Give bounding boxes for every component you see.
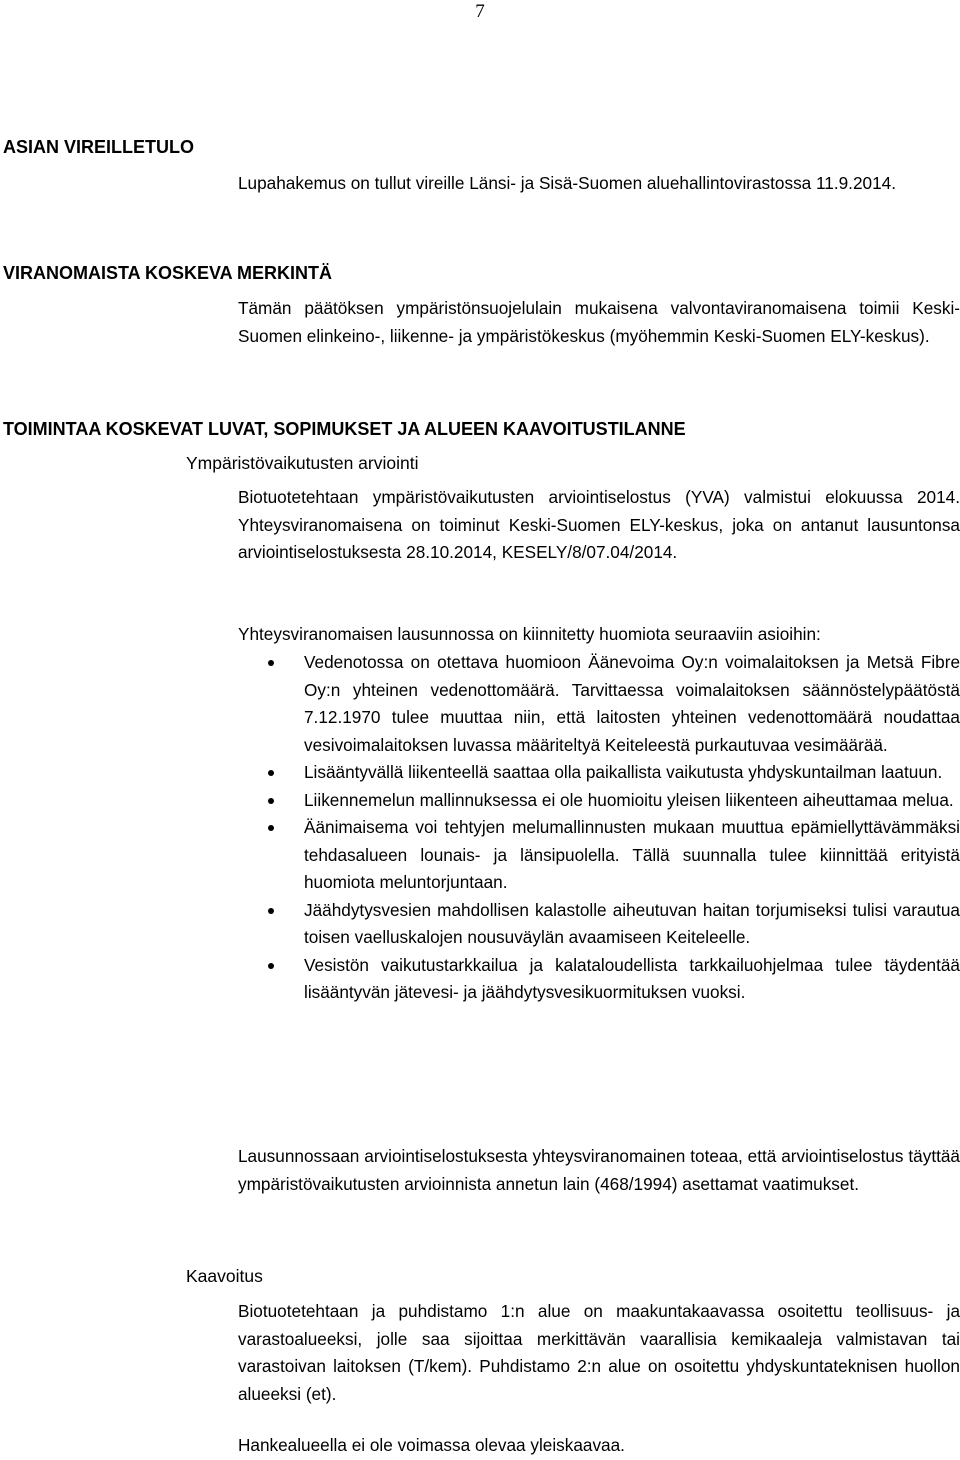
list-item-text: Liikennemelun mallinnuksessa ei ole huomioitu yleisen liikenteen aiheuttamaa melua. — [304, 789, 954, 810]
page-number: 7 — [475, 1, 485, 22]
kaavoitus-yleiskaava: Hankealueella ei ole voimassa olevaa yleiskaavaa. — [238, 1435, 625, 1455]
bullet-icon — [268, 660, 274, 666]
bullet-icon — [268, 770, 274, 776]
list-item-text: Jäähdytysvesien mahdollisen kalastolle aiheutuvan haitan torjumiseksi tulisi varautua toisen vaelluskalojen nousuväylän avaamiseen Keiteleelle. — [304, 899, 960, 947]
list-item — [238, 787, 960, 815]
bullet-icon — [268, 908, 274, 914]
heading-viranomainen: VIRANOMAISTA KOSKEVA MERKINTÄ — [3, 263, 333, 283]
bullet-icon — [268, 798, 274, 804]
vireilletulo-paragraph: Lupahakemus on tullut vireille Länsi- ja Sisä-Suomen aluehallintovirastossa 11.9.2014. — [238, 173, 896, 193]
list-item-text: Vedenotossa on otettava huomioon Äänevoima Oy:n voimalaitoksen ja Metsä Fibre Oy:n yhteinen vedenottomäärä. Tarvittaessa voimalaitoksen säännöstelypäätöstä 7.12.1970 tulee muuttaa niin, että laitosten yhteinen vedenottomäärä noudattaa vesivoimalaitoksen luvassa määriteltyä Keiteleestä purkautuvaa vesimäärää. — [304, 652, 960, 755]
bullet-icon — [268, 963, 274, 969]
bullet-icon — [268, 825, 274, 831]
list-item — [238, 759, 960, 787]
list-item-text: Äänimaisema voi tehtyjen melumallinnusten mukaan muuttua epämiellyttävämmäksi tehdasalueen lounais- ja länsipuolella. Tällä suunnalla tulee kiinnittää erityistä huomiota meluntorjuntaan. — [304, 817, 960, 892]
subheading-ymparistovaikutusten-arviointi: Ympäristövaikutusten arviointi — [186, 453, 419, 473]
kaavoitus-paragraph: Biotuotetehtaan ja puhdistamo 1:n alue on maakuntakaavassa osoitettu teollisuus- ja varastoalueeksi, jolle saa sijoittaa merkittävän vaarallisia kemikaaleja valmistavan tai varastoivan laitoksen (T/kem). Puhdistamo 2:n alue on osoitettu yhdyskuntateknisen huollon alueeksi (et). — [238, 1301, 960, 1404]
list-item — [238, 814, 960, 897]
yva-conclusion: Lausunnossaan arviointiselostuksesta yhteysviranomainen toteaa, että arviointiselostus täyttää ympäristövaikutusten arvioinnista annetun lain (468/1994) asettamat vaatimukset. — [238, 1146, 960, 1194]
list-item-text: Vesistön vaikutustarkkailua ja kalataloudellista tarkkailuohjelmaa tulee täydentää lisääntyvän jätevesi- ja jäähdytysvesikuormituksen vuoksi. — [304, 954, 960, 1002]
subheading-kaavoitus: Kaavoitus — [186, 1266, 263, 1286]
heading-luvat-ja-kaavoitus: TOIMINTAA KOSKEVAT LUVAT, SOPIMUKSET JA ALUEEN KAAVOITUSTILANNE — [3, 419, 686, 439]
list-item — [238, 649, 960, 759]
list-item — [238, 952, 960, 1007]
list-item — [238, 897, 960, 952]
heading-asian-vireilletulo: ASIAN VIREILLETULO — [3, 137, 195, 157]
yva-paragraph: Biotuotetehtaan ympäristövaikutusten arviointiselostus (YVA) valmistui elokuussa 2014. Yhteysviranomaisena on toiminut Keski-Suomen ELY-keskus, joka on antanut lausuntonsa arviointiselostuksesta 28.10.2014, KESELY/8/07.04/2014. — [238, 487, 960, 562]
viranomainen-paragraph: Tämän päätöksen ympäristönsuojelulain mukaisena valvontaviranomaisena toimii Keski-Suomen elinkeino-, liikenne- ja ympäristökeskus (myöhemmin Keski-Suomen ELY-keskus). — [238, 298, 960, 346]
list-item-text: Lisääntyvällä liikenteellä saattaa olla paikallista vaikutusta yhdyskuntailman laatuun. — [304, 762, 943, 782]
yva-statement-intro: Yhteysviranomaisen lausunnossa on kiinnitetty huomiota seuraaviin asioihin: — [238, 624, 821, 644]
statement-issues-list — [238, 649, 960, 1007]
